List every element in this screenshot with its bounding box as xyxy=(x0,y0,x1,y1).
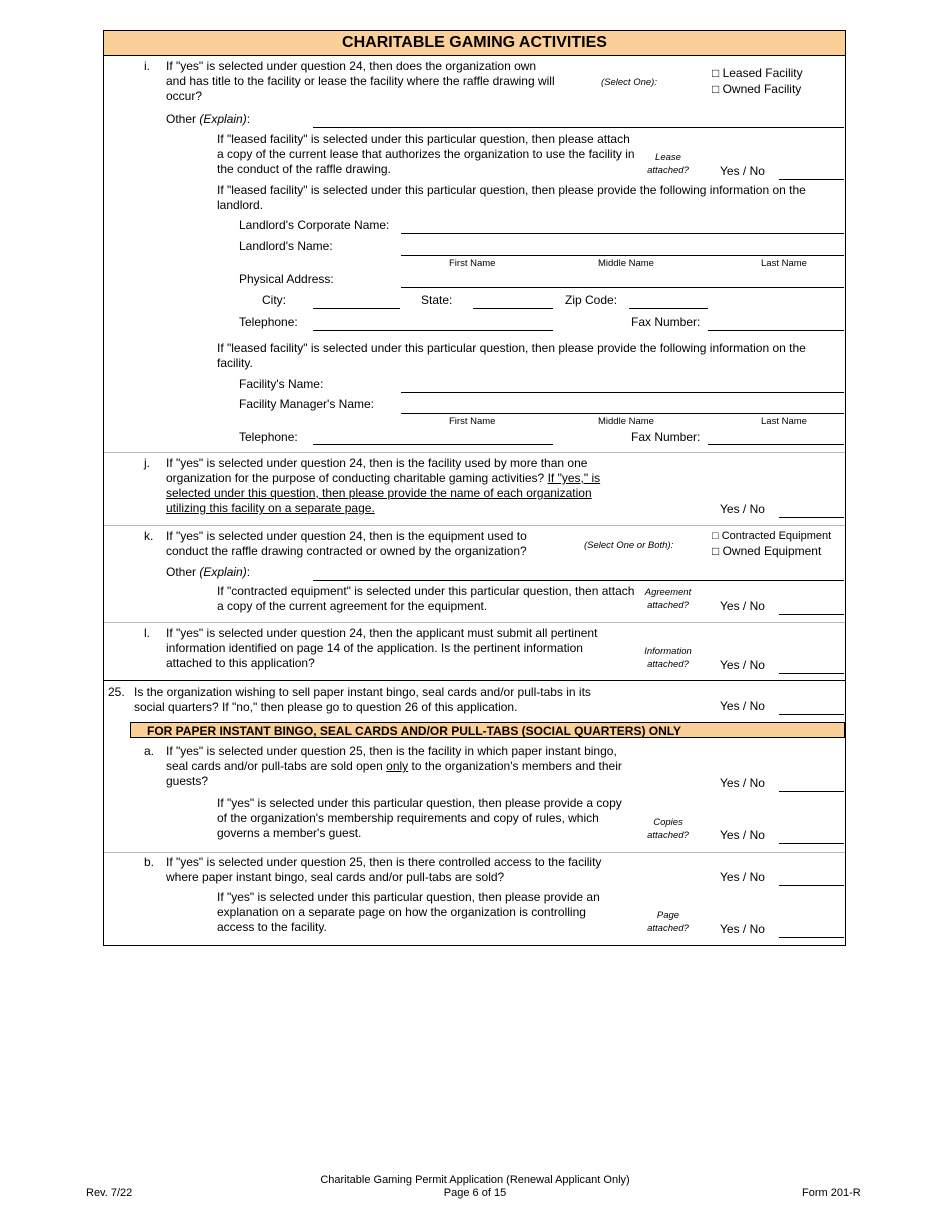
facility-telephone-field[interactable] xyxy=(313,444,553,445)
question-k-letter: k. xyxy=(144,529,154,543)
facility-intro: If "leased facility" is selected under this particular question, then please provide the following information on the facility. xyxy=(217,341,806,370)
question-j-letter: j. xyxy=(144,456,150,470)
agreement-yes-no: Yes / No xyxy=(720,599,765,613)
zip-label: Zip Code: xyxy=(565,293,618,307)
lease-copy-text: If "leased facility" is selected under this particular question, then please attach a copy of the current lease that authorizes the organization to use the facility in the conduct of the raffle drawing. xyxy=(217,132,635,176)
question-l-yes-no: Yes / No xyxy=(720,658,765,672)
question-25b-text: If "yes" is selected under question 25, then is there controlled access to the facility where paper instant bingo, seal cards and/or pull-tabs are sold? xyxy=(166,855,602,884)
footer-form-number: Form 201-R xyxy=(802,1187,861,1199)
facility-fax-label: Fax Number: xyxy=(631,430,701,444)
landlord-last-name-caption: Last Name xyxy=(761,258,807,269)
contracted-equipment-checkbox[interactable]: □ Contracted Equipment xyxy=(712,530,832,542)
landlord-corporate-label: Landlord's Corporate Name: xyxy=(239,218,390,232)
social-quarters-header: FOR PAPER INSTANT BINGO, SEAL CARDS AND/OR PULL-TABS (SOCIAL QUARTERS) ONLY xyxy=(130,722,845,738)
other-explain-label: Other (Explain): xyxy=(166,112,251,126)
question-25-number: 25. xyxy=(108,685,125,699)
facility-telephone-label: Telephone: xyxy=(239,430,298,444)
question-j-answer-field[interactable] xyxy=(779,517,844,518)
question-25-answer-field[interactable] xyxy=(779,714,844,715)
question-25-text: Is the organization wishing to sell paper instant bingo, seal cards and/or pull-tabs in its social quarters? If "no," then please go to question 26 of this application. xyxy=(134,685,591,714)
question-i-letter: i. xyxy=(144,59,150,73)
select-one-or-both-hint: (Select One or Both): xyxy=(584,540,674,551)
landlord-name-label: Landlord's Name: xyxy=(239,239,333,253)
landlord-middle-name-caption: Middle Name xyxy=(598,258,654,269)
page-answer-field[interactable] xyxy=(779,937,844,938)
section-title: CHARITABLE GAMING ACTIVITIES xyxy=(104,31,845,56)
landlord-telephone-field[interactable] xyxy=(313,330,553,331)
question-i-text: If "yes" is selected under question 24, then does the organization own and has title to the facility or lease the facility where the raffle drawing will occur? xyxy=(166,59,555,103)
divider xyxy=(104,852,845,853)
physical-address-label: Physical Address: xyxy=(239,272,334,286)
owned-equipment-checkbox[interactable]: □ Owned Equipment xyxy=(712,544,822,558)
landlord-fax-label: Fax Number: xyxy=(631,315,701,329)
agreement-answer-field[interactable] xyxy=(779,614,844,615)
copies-answer-field[interactable] xyxy=(779,843,844,844)
manager-middle-name-caption: Middle Name xyxy=(598,416,654,427)
question-25b-answer-field[interactable] xyxy=(779,885,844,886)
information-attached-label: Information attached? xyxy=(644,646,692,670)
manager-first-name-caption: First Name xyxy=(449,416,496,427)
question-25b-letter: b. xyxy=(144,855,155,869)
copies-attached-label: Copies attached? xyxy=(647,817,689,841)
city-label: City: xyxy=(262,293,286,307)
lease-yes-no: Yes / No xyxy=(720,164,765,178)
question-25b-yes-no: Yes / No xyxy=(720,870,765,884)
question-l-text: If "yes" is selected under question 24, then the applicant must submit all pertinent information identified on page 14 of the application. Is the pertinent information attached to this application? xyxy=(166,626,598,670)
page-attached-label: Page attached? xyxy=(647,910,689,934)
footer-page-number: Page 6 of 15 xyxy=(443,1187,507,1199)
state-field[interactable] xyxy=(473,308,553,309)
question-j-text: If "yes" is selected under question 24, then is the facility used by more than one organization for the purpose of conducting charitable gaming activities? If "yes," is selected under this question, then please provide the name of each organization utilizing this facility on a separate page. xyxy=(166,456,601,515)
question-25a-yes-no: Yes / No xyxy=(720,776,765,790)
divider xyxy=(104,622,845,623)
manager-last-name-caption: Last Name xyxy=(761,416,807,427)
leased-facility-checkbox[interactable]: □ Leased Facility xyxy=(712,66,803,80)
agreement-attached-label: Agreement attached? xyxy=(644,587,692,611)
landlord-first-name-caption: First Name xyxy=(449,258,496,269)
facility-manager-label: Facility Manager's Name: xyxy=(239,397,374,411)
city-field[interactable] xyxy=(313,308,400,309)
landlord-fax-field[interactable] xyxy=(708,330,844,331)
divider xyxy=(104,680,845,681)
other-explain-field[interactable] xyxy=(313,127,844,128)
landlord-corporate-field[interactable] xyxy=(401,233,844,234)
copies-yes-no: Yes / No xyxy=(720,828,765,842)
equipment-other-field[interactable] xyxy=(313,580,844,581)
question-k-text: If "yes" is selected under question 24, then is the equipment used to conduct the raffle drawing contracted or owned by the organization? xyxy=(166,529,527,558)
membership-copies-text: If "yes" is selected under this particular question, then please provide a copy of the organization's membership requirements and copy of rules, which governs a member's guest. xyxy=(217,796,622,840)
lease-attached-label: Lease attached? xyxy=(647,152,689,176)
footer-revision: Rev. 7/22 xyxy=(86,1187,133,1199)
state-label: State: xyxy=(421,293,453,307)
page-yes-no: Yes / No xyxy=(720,922,765,936)
owned-facility-checkbox[interactable]: □ Owned Facility xyxy=(712,82,802,96)
select-one-hint: (Select One): xyxy=(601,77,657,88)
facility-fax-field[interactable] xyxy=(708,444,844,445)
access-explanation-text: If "yes" is selected under this particular question, then please provide an explanation on a separate page on how the organization is controlling access to the facility. xyxy=(217,890,600,934)
physical-address-field[interactable] xyxy=(401,287,844,288)
question-j-yes-no: Yes / No xyxy=(720,502,765,516)
question-25-yes-no: Yes / No xyxy=(720,699,765,713)
equipment-other-label: Other (Explain): xyxy=(166,565,251,579)
question-25a-text: If "yes" is selected under question 25, then is the facility in which paper instant bingo, seal cards and/or pull-tabs are sold open only to the organization's members and their guests? xyxy=(166,744,622,788)
divider xyxy=(104,452,845,453)
divider xyxy=(104,525,845,526)
zip-field[interactable] xyxy=(629,308,708,309)
question-l-answer-field[interactable] xyxy=(779,673,844,674)
facility-name-field[interactable] xyxy=(401,392,844,393)
question-25a-answer-field[interactable] xyxy=(779,791,844,792)
landlord-telephone-label: Telephone: xyxy=(239,315,298,329)
question-l-letter: l. xyxy=(144,626,150,640)
agreement-text: If "contracted equipment" is selected under this particular question, then attach a copy of the current agreement for the equipment. xyxy=(217,584,635,613)
landlord-intro: If "leased facility" is selected under this particular question, then please provide the following information on the landlord. xyxy=(217,183,806,212)
question-25a-letter: a. xyxy=(144,744,155,758)
footer-title: Charitable Gaming Permit Application (Renewal Applicant Only) xyxy=(320,1174,630,1186)
lease-answer-field[interactable] xyxy=(779,179,844,180)
facility-name-label: Facility's Name: xyxy=(239,377,324,391)
